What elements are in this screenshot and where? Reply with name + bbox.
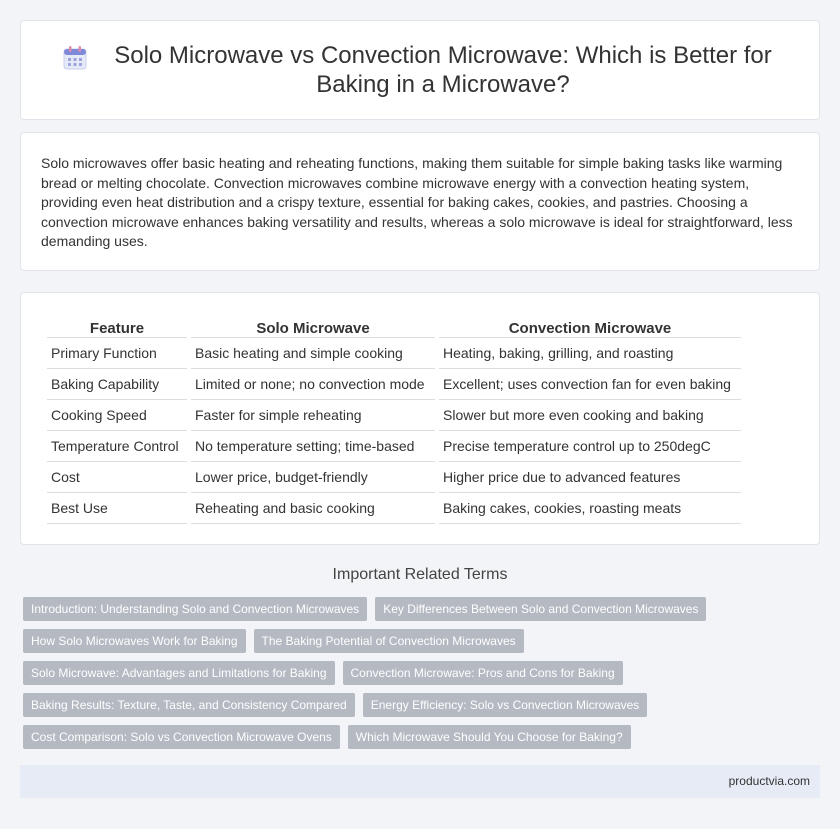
related-term-tag[interactable]: Baking Results: Texture, Taste, and Consistency Compared bbox=[23, 693, 355, 717]
intro-card bbox=[20, 132, 820, 271]
table-cell: No temperature setting; time-based bbox=[191, 431, 435, 462]
header-feature: Feature bbox=[47, 313, 187, 338]
table-cell: Lower price, budget-friendly bbox=[191, 462, 435, 493]
table-cell: Faster for simple reheating bbox=[191, 400, 435, 431]
table-cell: Precise temperature control up to 250degC bbox=[439, 431, 741, 462]
related-term-tag[interactable]: Key Differences Between Solo and Convection Microwaves bbox=[375, 597, 706, 621]
related-term-tag[interactable]: Solo Microwave: Advantages and Limitations for Baking bbox=[23, 661, 335, 685]
table-row bbox=[47, 338, 741, 369]
table-row bbox=[47, 431, 741, 462]
table-row bbox=[47, 462, 741, 493]
page-title: Solo Microwave vs Convection Microwave: Which is Better for Baking in a Microwave? bbox=[114, 42, 772, 98]
title-wrap bbox=[21, 21, 819, 119]
table-cell: Temperature Control bbox=[47, 431, 187, 462]
related-term-tag[interactable]: Convection Microwave: Pros and Cons for Baking bbox=[343, 661, 623, 685]
table-row bbox=[47, 369, 741, 400]
table-cell: Higher price due to advanced features bbox=[439, 462, 741, 493]
table-cell: Heating, baking, grilling, and roasting bbox=[439, 338, 741, 369]
related-terms-list bbox=[23, 597, 813, 749]
table-cell: Limited or none; no convection mode bbox=[191, 369, 435, 400]
table-cell: Slower but more even cooking and baking bbox=[439, 400, 741, 431]
comparison-card bbox=[20, 292, 820, 545]
related-terms-heading: Important Related Terms bbox=[332, 566, 508, 583]
calendar-icon bbox=[61, 44, 89, 72]
related-term-tag[interactable]: Cost Comparison: Solo vs Convection Microwave Ovens bbox=[23, 725, 340, 749]
related-term-tag[interactable]: Energy Efficiency: Solo vs Convection Microwaves bbox=[363, 693, 648, 717]
table-cell: Cooking Speed bbox=[47, 400, 187, 431]
related-term-tag[interactable]: Introduction: Understanding Solo and Convection Microwaves bbox=[23, 597, 367, 621]
table-cell: Cost bbox=[47, 462, 187, 493]
table-cell: Basic heating and simple cooking bbox=[191, 338, 435, 369]
title-card bbox=[20, 20, 820, 120]
header-convection: Convection Microwave bbox=[439, 313, 741, 338]
table-cell: Baking Capability bbox=[47, 369, 187, 400]
table-row bbox=[47, 493, 741, 524]
related-term-tag[interactable]: The Baking Potential of Convection Microwaves bbox=[254, 629, 524, 653]
intro-paragraph: Solo microwaves offer basic heating and reheating functions, making them suitable for simple baking tasks like warming bread or melting chocolate. Convection microwaves combine microwave energy with a convection heating system, providing even heat distribution and a crispy texture, essential for baking cakes, cookies, and pastries. Choosing a convection microwave enhances baking versatility and results, whereas a solo microwave is ideal for straightforward, less demanding uses. bbox=[41, 155, 793, 249]
table-cell: Baking cakes, cookies, roasting meats bbox=[439, 493, 741, 524]
table-cell: Best Use bbox=[47, 493, 187, 524]
table-row bbox=[47, 400, 741, 431]
comparison-table bbox=[43, 313, 745, 524]
footer bbox=[20, 765, 820, 798]
table-header-row bbox=[47, 313, 741, 338]
header-solo: Solo Microwave bbox=[191, 313, 435, 338]
related-term-tag[interactable]: How Solo Microwaves Work for Baking bbox=[23, 629, 246, 653]
table-cell: Reheating and basic cooking bbox=[191, 493, 435, 524]
table-cell: Excellent; uses convection fan for even baking bbox=[439, 369, 741, 400]
footer-site[interactable]: productvia.com bbox=[728, 774, 810, 788]
table-cell: Primary Function bbox=[47, 338, 187, 369]
related-term-tag[interactable]: Which Microwave Should You Choose for Baking? bbox=[348, 725, 631, 749]
